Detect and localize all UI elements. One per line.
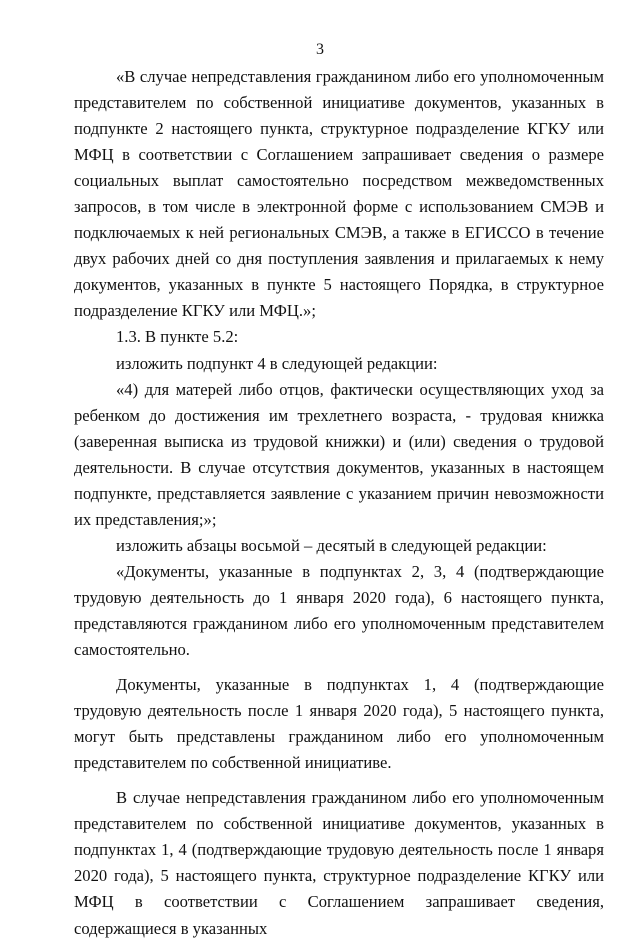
paragraph-amend-subitem-4: изложить подпункт 4 в следующей редакции: [116, 353, 438, 373]
document-body [74, 64, 604, 942]
paragraph-subitem-4-text: «4) для матерей либо отцов, фактически осуществляющих уход за ребенком до достижения им трехлетнего возраста, - трудовая книжка (заверенная выписка из трудовой книжки) и (или) сведения о трудовой деятельности. В случае отсутствия документов, указанных в настоящем подпункте, представляется заявление с указанием причин невозможности их представления;»; [74, 379, 604, 529]
page-number: 3 [316, 41, 324, 58]
paragraph-documents-initiative: Документы, указанные в подпунктах 1, 4 (подтверждающие трудовую деятельность после 1 января 2020 года), 5 настоящего пункта, могут быть представлены гражданином либо его уполномоченным представителем по собственной инициативе. [74, 675, 604, 773]
paragraph-item-1-3: 1.3. В пункте 5.2: [116, 327, 239, 347]
paragraph-nonsubmission-case: В случае непредставления гражданином либо его уполномоченным представителем по собственной инициативе документов, указанных в подпунктах 1, 4 (подтверждающие трудовую деятельность после 1 января 2020 года), 5 настоящего пункта, структурное подразделение КГКУ или МФЦ в соответствии с Соглашением запрашивает сведения, содержащиеся в указанных [74, 788, 604, 938]
paragraph-documents-self: «Документы, указанные в подпунктах 2, 3, 4 (подтверждающие трудовую деятельность до 1 января 2020 года), 6 настоящего пункта, представляются гражданином либо его уполномоченным представителем самостоятельно. [74, 561, 604, 660]
paragraph-amend-abzats: изложить абзацы восьмой – десятый в следующей редакции: [116, 535, 547, 555]
paragraph-smev-request: «В случае непредставления гражданином либо его уполномоченным представителем по собственной инициативе документов, указанных в подпункте 2 настоящего пункта, структурное подразделение КГКУ или МФЦ в соответствии с Соглашением запрашивает сведения о размере социальных выплат самостоятельно посредством межведомственных запросов, в том числе в электронной форме с использованием СМЭВ и подключаемых к ней региональных СМЭВ, а также в ЕГИССО в течение двух рабочих дней со дня поступления заявления и прилагаемых к нему документов, указанных в пункте 5 настоящего Порядка, в структурное подразделение КГКУ или МФЦ.»; [74, 67, 604, 321]
